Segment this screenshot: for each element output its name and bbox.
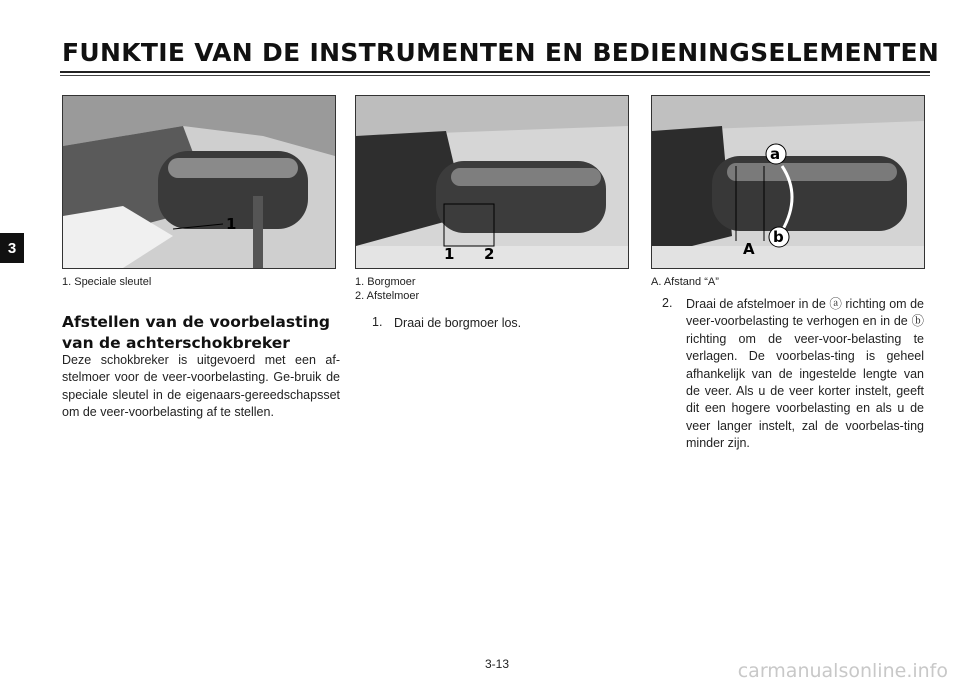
title-rule-thin: [60, 75, 930, 76]
figure-caption-1: 1. Borgmoer: [355, 276, 416, 288]
callout-a: a: [770, 145, 781, 163]
step-text: Draai de borgmoer los.: [394, 316, 522, 330]
figure-caption: A. Afstand “A”: [651, 276, 719, 288]
page-number: 3-13: [485, 657, 510, 671]
page-title: FUNKTIE VAN DE INSTRUMENTEN EN BEDIENINGSELEMENTEN: [62, 38, 940, 67]
step-number: 1.: [372, 315, 383, 329]
callout-2: 2: [484, 245, 495, 263]
photo-lock-nut: [355, 95, 629, 269]
section-heading: Afstellen van de voorbelasting van de achterschokbreker: [62, 313, 330, 352]
step-number: 2.: [662, 296, 673, 310]
figure-caption-2: 2. Afstelmoer: [355, 290, 420, 302]
callout-1: 1: [226, 215, 237, 233]
title-rule: [60, 71, 930, 73]
figure-caption: 1. Speciale sleutel: [62, 276, 152, 288]
callout-b: b: [773, 228, 784, 246]
photo-distance-a: [651, 95, 925, 269]
chapter-tab: 3: [0, 233, 24, 263]
callout-1: 1: [444, 245, 455, 263]
callout-A: A: [743, 240, 755, 258]
step-text: Draai de afstelmoer in de ⓐ richting om de veer-voorbelasting te verhogen en in de ⓑ richting om de veer-voor-belasting te verlagen. De voorbelas-ting is geheel afhankelijk van de ingestelde lengte van de veer. Als u de veer korter instelt, geeft dit een hogere voorbelasting en als u de veer langer instelt, zal de voorbelas-ting minder zijn.: [686, 297, 924, 451]
watermark: carmanualsonline.info: [737, 660, 948, 682]
photo-special-wrench: [62, 95, 336, 269]
section-body: Deze schokbreker is uitgevoerd met een af-stelmoer voor de veer-voorbelasting. Ge-bruik de speciale sleutel in de eigenaars-gereedschapsset om de veer-voorbelasting af te stellen.: [62, 353, 340, 420]
